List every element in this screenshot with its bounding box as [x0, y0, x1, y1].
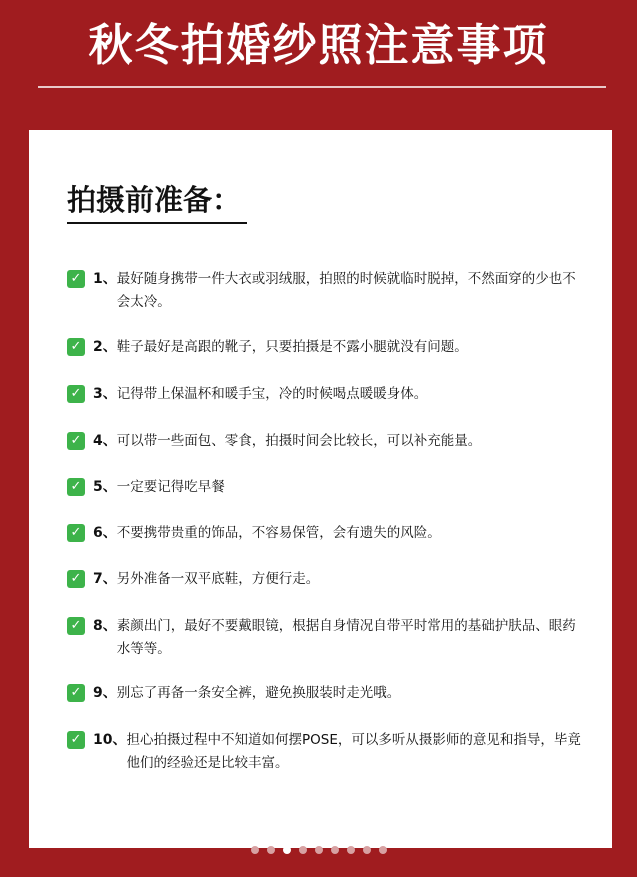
- page-dot-active[interactable]: [283, 846, 291, 854]
- item-number: 1、: [93, 271, 117, 287]
- page-dot[interactable]: [347, 846, 355, 854]
- list-item: [67, 568, 587, 591]
- item-number: 6、: [93, 525, 117, 541]
- list-item: [67, 682, 587, 705]
- header: [0, 0, 637, 92]
- check-mark-icon: ✓: [67, 684, 85, 702]
- list-item: [67, 476, 587, 499]
- page-dot[interactable]: [299, 846, 307, 854]
- item-text: 别忘了再备一条安全裤，避免换服装时走光哦。: [116, 685, 401, 701]
- item-number: 5、: [93, 479, 117, 495]
- item-number: 7、: [93, 571, 117, 587]
- page-dot[interactable]: [363, 846, 371, 854]
- item-number: 3、: [93, 386, 117, 402]
- pagination-dots: [0, 846, 637, 856]
- item-text: 另外准备一双平底鞋，方便行走。: [116, 571, 320, 587]
- item-number: 10、: [93, 732, 127, 748]
- item-text: 素颜出门，最好不要戴眼镜，根据自身情况自带平时常用的基础护肤品、眼药水等等。: [116, 618, 576, 657]
- title-divider: [38, 86, 606, 88]
- check-mark-icon: ✓: [67, 432, 85, 450]
- item-text: 不要携带贵重的饰品，不容易保管，会有遗失的风险。: [116, 525, 441, 541]
- check-mark-icon: ✓: [67, 617, 85, 635]
- list-item: [67, 522, 587, 545]
- page-dot[interactable]: [251, 846, 259, 854]
- check-mark-icon: ✓: [67, 338, 85, 356]
- item-number: 9、: [93, 685, 117, 701]
- list-item: [67, 729, 587, 775]
- check-mark-icon: ✓: [67, 524, 85, 542]
- list-item: [67, 615, 587, 661]
- check-mark-icon: ✓: [67, 478, 85, 496]
- item-text: 可以带一些面包、零食，拍摄时间会比较长，可以补充能量。: [116, 433, 482, 449]
- item-number: 4、: [93, 433, 117, 449]
- item-text: 一定要记得吃早餐: [116, 479, 225, 495]
- item-text: 最好随身携带一件大衣或羽绒服，拍照的时候就临时脱掉，不然面穿的少也不会太冷。: [116, 271, 576, 310]
- page-dot[interactable]: [267, 846, 275, 854]
- list-item: [67, 336, 587, 359]
- section-title: 拍摄前准备：: [67, 180, 247, 224]
- page-dot[interactable]: [379, 846, 387, 854]
- item-text: 鞋子最好是高跟的靴子，只要拍摄是不露小腿就没有问题。: [116, 339, 468, 355]
- list-item: [67, 430, 587, 453]
- content-card: [29, 130, 612, 848]
- check-mark-icon: ✓: [67, 731, 85, 749]
- check-mark-icon: ✓: [67, 385, 85, 403]
- item-number: 2、: [93, 339, 117, 355]
- page-title: 秋冬拍婚纱照注意事项: [88, 20, 549, 71]
- list-item: [67, 383, 587, 406]
- check-mark-icon: ✓: [67, 570, 85, 588]
- page-dot[interactable]: [331, 846, 339, 854]
- list-item: [67, 268, 587, 314]
- page-dot[interactable]: [315, 846, 323, 854]
- item-text: 记得带上保温杯和暖手宝，冷的时候喝点暖暖身体。: [116, 386, 428, 402]
- check-mark-icon: ✓: [67, 270, 85, 288]
- item-number: 8、: [93, 618, 117, 634]
- item-text: 担心拍摄过程中不知道如何摆POSE，可以多听从摄影师的意见和指导，毕竟他们的经验还是比较丰富。: [126, 732, 581, 771]
